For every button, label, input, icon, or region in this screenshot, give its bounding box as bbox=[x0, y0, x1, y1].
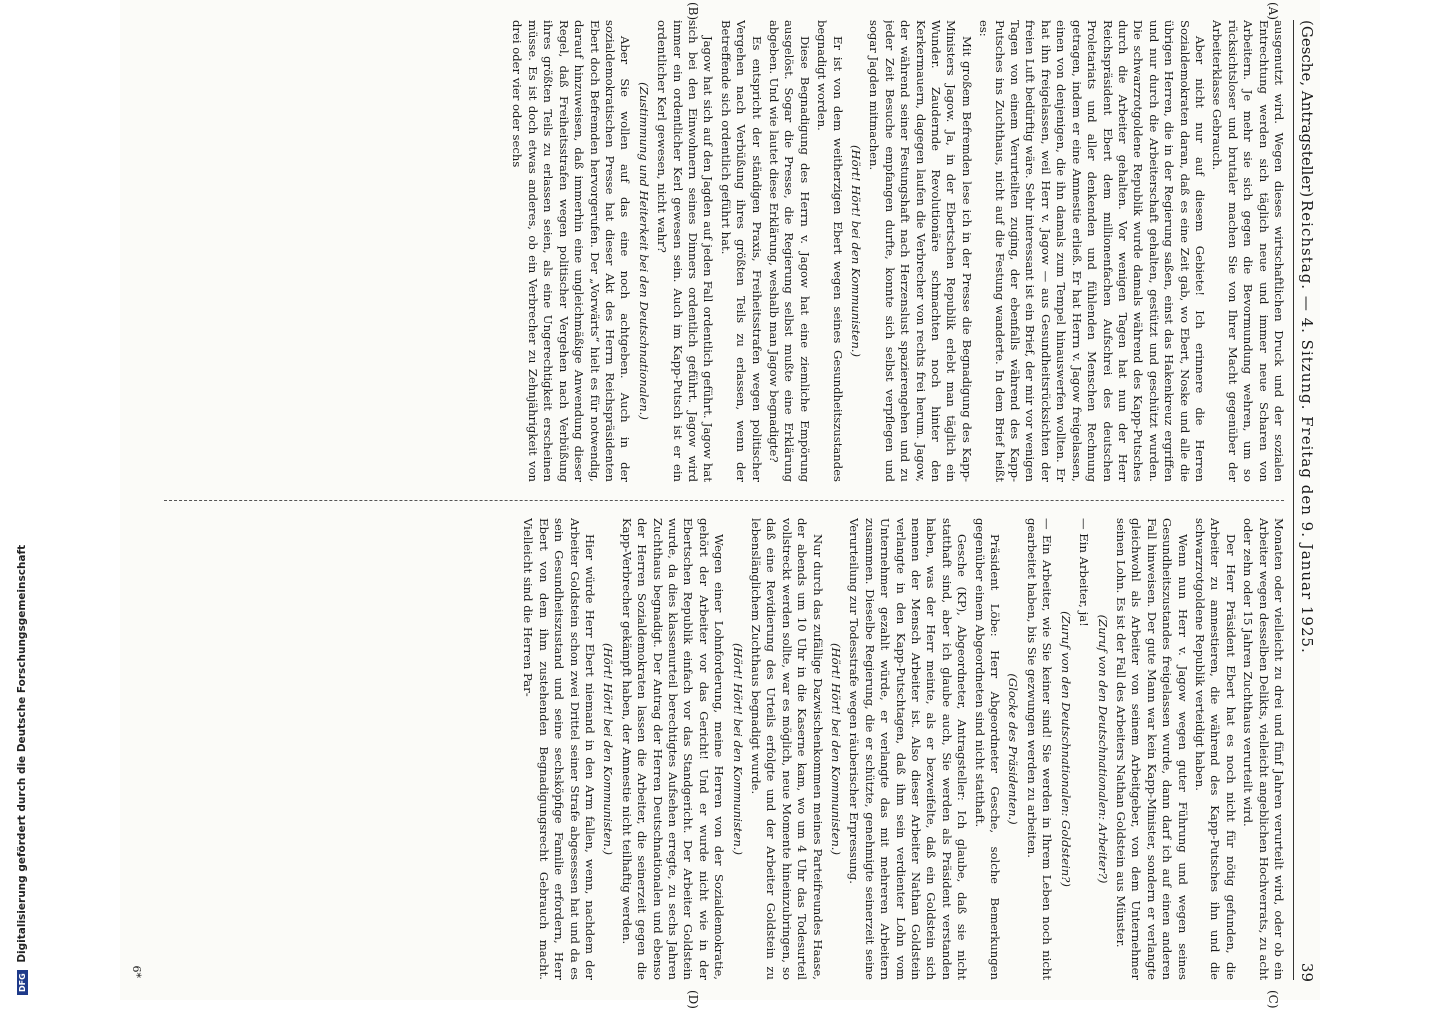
paragraph: Gesche (KP), Abgeordneter, Antragsteller: Ich glaube, daß sie nicht statthaft sind, aber ich glaube auch, Sie werden als Präsident verstanden haben, was der Herr meinte, als er bezweifelte, daß ein Goldstein sich nennen der Mensch Arbeiter ist. Also dieser Arbeiter Nathan Goldstein verlangte in den Kapp-Putschtagen, daß ihm sein verdienter Lohn vom Unternehmer gezahlt würde, er verlangte das mit mehreren Arbeitern zusammen. Dieselbe Regierung, die er schützte, genehmigte seinerzeit seine Verurteilung zur Todesstrafe wegen räuberischer Erpressung. bbox=[847, 518, 970, 980]
paragraph: Es entspricht der ständigen Praxis, Freiheitsstrafen wegen politischer Vergehen nach Verbüßung ihres größten Teils zu erlassen, wenn der Betreffende sich ordentlich geführt hat. bbox=[718, 20, 764, 482]
margin-marker-a: (A) bbox=[1266, 2, 1280, 21]
credit-text: Digitalisierung gefördert durch die Deutsche Forschungsgemeinschaft bbox=[16, 544, 28, 963]
paragraph: — Ein Arbeiter, wie Sie keiner sind! Sie werden in Ihrem Leben noch nicht gearbeitet haben, bis Sie gezwungen werden zu arbeiten. bbox=[1024, 518, 1055, 980]
paragraph: Diese Begnadigung des Herrn v. Jagow hat eine ziemliche Empörung ausgelöst. Sogar die Presse, die Regierung selbst mußte eine Erklärung abgeben. Und wie lautet diese Erklärung, weshalb man Jagow begnadigte? bbox=[767, 20, 812, 482]
credit-strip bbox=[0, 0, 28, 1000]
paragraph: Wegen einer Lohnforderung, meine Herren von der Sozialdemokratie, gehört der Arbeiter vor das Gericht! Und er wurde nicht wie in der Ebertschen Republik einfach vor das Standgericht. Der Arbeiter Goldstein wurde, da dies klassenurteil berechtigtes Aufsehen erregte, zu sechs Jahren Zuchthaus begnadigt. Der Antrag der Herren Deutschnationalen und ebenso der Herren Sozialdemokraten lassen die Arbeiter, die seinerzeit gegen die Kapp-Verbrecher gekämpft haben, der Amnestie nicht teilhaftig werden. bbox=[619, 518, 727, 980]
paragraph: Mit großem Befremden lese ich in der Presse die Begnadigung des Kapp-Ministers Jagow. Ja, in der Ebertschen Republik erlebt man täglich ein Wunder. Zaudernde Revolutionäre schmachten noch hinter den Kerkermauern, dagegen laufen die Verbrecher von rechts frei herum. Jagow, der während seiner Festungshaft nach Herzenslust spazierengehen und zu jeder Zeit Besuche empfangen durfte, konnte sich selbst verpflegen und sogar Jagden mitmachen. bbox=[867, 20, 974, 482]
header-title: Reichstag. — 4. Sitzung. Freitag den 9. Januar 1925. bbox=[1298, 200, 1316, 654]
interjection: (Zustimmung und Heiterkeit bei den Deutschnationalen.) bbox=[636, 82, 651, 420]
interjection: (Hört! Hört! bei den Kommunisten.) bbox=[730, 642, 745, 855]
margin-marker-b: (B) bbox=[686, 2, 700, 21]
page-number: 39 bbox=[1298, 962, 1316, 982]
interjection: (Zuruf von den Deutschnationalen: Arbeiter?) bbox=[1095, 614, 1110, 884]
page-header bbox=[1294, 0, 1320, 1000]
paragraph: Aber Sie wollen auf das eine noch achtgeben. Auch in der sozialdemokratischen Presse hat dieser Akt des Herrn Reichspräsidenten Ebert doch Befremden hervorgerufen. Der „Vorwärts“ hielt es für notwendig, darauf hinzuweisen, daß immerhin eine ungleichmäßige Anwendung dieser Regel, daß Freiheitsstrafen wegen politischer Vergehen nach Verbüßung ihres größten Teils zu erlassen seien, als eine Ungerechtigkeit erscheinen müsse. Es ist doch etwas anderes, ob ein Verbrecher zu Zehnjährigkeit von drei oder vier oder sechs bbox=[510, 20, 633, 482]
margin-marker-d: (D) bbox=[686, 990, 700, 1009]
text-column-left bbox=[156, 20, 1286, 482]
interjection: (Hört! Hört! bei den Kommunisten.) bbox=[601, 642, 616, 855]
paragraph: Aber nicht nur auf diesem Gebiete! Ich erinnere die Herren Sozialdemokraten daran, daß es eine Zeit gab, wo Ebert, Noske und alle die übrigen Herren, die in der Regierung saßen, einst das Hakenkreuz ergriffen und nur durch die Arbeiterschaft gehalten, gestützt und geschützt wurden. Die schwarzrotgoldene Republik wurde damals während des Kapp-Putsches durch die Arbeiter gehalten. Vor wenigen Tagen hat nun der Herr Reichspräsident Ebert dem millionenfachen Aufschrei des deutschen Proletariats und aller denkenden und fühlenden Menschen Rechnung getragen, indem er eine Amnestie erließ. Er hat Herrn v. Jagow freigelassen, einen von denjenigen, die ihn damals zum Tempel hinauswerfen wollten. Er hat ihn freigelassen, weil Herr v. Jagow — aus Gesundheitsrücksichten der freien Luft bedürftig wäre. Sehr interessant ist ein Brief, der mir vor wenigen Tagen von einem Verurteilten zuging, der ebenfalls während des Kapp-Putsches ins Zuchthaus, nicht auf die Festung wanderte. In dem Brief heißt es: bbox=[977, 20, 1207, 482]
document-page bbox=[120, 0, 1320, 1009]
paragraph: Er ist von dem weitherzigen Ebert wegen seines Gesundheitszustandes begnadigt worden. bbox=[815, 20, 845, 482]
margin-marker-c: (C) bbox=[1266, 990, 1280, 1009]
interjection: (Zuruf von den Deutschnationalen: Goldstein?) bbox=[1058, 611, 1073, 887]
paragraph: ausgenutzt wird. Wegen dieses wirtschaftlichen Druck und der sozialen Entrechtung werden sich täglich neue und immer neue Scharen von Arbeitern. Je mehr sie sich gegen die Bevormundung wehren, um so rücksichtsloser und brutaler machen Sie von Ihrer Macht gegenüber der Arbeiterklasse Gebrauch. bbox=[1210, 20, 1286, 482]
column-separator bbox=[164, 500, 1284, 501]
paragraph: Monaten oder vielleicht zu drei und fünf Jahren verurteilt wird, oder ob ein Arbeiter wegen desselben Delikts, vielleicht angeblichen Hochverrats, zu acht oder zehn oder 15 Jahren Zuchthaus verurteilt wird. bbox=[1241, 518, 1286, 980]
paragraph: Hier würde Herr Ebert niemand in den Arm fallen, wenn, nachdem der Arbeiter Goldstein schon zwei Drittel seiner Strafe abgesessen hat und da es sein Gesundheitszustand und seine sechsköpfige Familie erfordern, Herr Ebert von dem ihm zustehenden Begnadigungsrecht Gebrauch macht. Vielleicht sind die Herren Par- bbox=[521, 518, 597, 980]
paragraph: Der Herr Präsident Ebert hat es noch nicht für nötig gefunden, die Arbeiter zu amnestieren, die während des Kapp-Putsches ihn und die schwarzrotgoldene Republik verteidigt haben. bbox=[1192, 518, 1238, 980]
paragraph: Jagow hat sich auf den Jagden auf jeden Fall ordentlich geführt. Jagow hat sich bei den Einwohnern seines Dinners ordentlich geführt. Jagow wird immer ein ordentlicher Kerl gewesen sein. Auch im Kapp-Putsch ist er ein ordentlicher Kerl gewesen, nicht wahr? bbox=[655, 20, 716, 482]
paragraph: Präsident Löbe: Herr Abgeordneter Gesche, solche Bemerkungen gegenüber einem Abgeordneten sind nicht statthaft. bbox=[972, 518, 1003, 980]
paragraph: Wenn nun Herr v. Jagow wegen guter Führung und wegen seines Gesundheitszustandes freigelassen wurde, dann darf ich auf einen anderen Fall hinweisen. Der gute Mann war kein Kapp-Minister, sondern er verlangte gleichwohl als Arbeiter von seinem Arbeitgeber, von dem Unternehmer seinen Lohn. Es ist der Fall des Arbeiters Nathan Goldstein aus Münster. bbox=[1113, 518, 1190, 980]
text-column-right bbox=[156, 518, 1286, 980]
paragraph: Nur durch das zufällige Dazwischenkommen meines Parteifreundes Haase, der abends um 10 Uhr in die Kaserne kam, wo um 4 Uhr das Todesurteil vollstreckt werden sollte, war es möglich, neue Momente hineinzubringen, so daß eine Revidierung des Urteils erfolgte und der Arbeiter Goldstein zu lebenslänglichem Zuchthaus begnadigt wurde. bbox=[749, 518, 825, 980]
dfg-logo-icon: DFG bbox=[17, 970, 28, 995]
signature-mark: 6* bbox=[130, 965, 143, 978]
interjection: (Hört! Hört! bei den Kommunisten.) bbox=[849, 144, 864, 357]
interjection: (Hört! Hört! bei den Kommunisten.) bbox=[829, 642, 844, 855]
paragraph: — Ein Arbeiter, ja! bbox=[1077, 518, 1092, 627]
header-left: (Gesche, Antragsteller) bbox=[1298, 20, 1316, 198]
header-rule bbox=[1293, 20, 1294, 980]
interjection: (Glocke des Präsidenten.) bbox=[1006, 673, 1021, 825]
credit-text-line bbox=[16, 545, 28, 995]
